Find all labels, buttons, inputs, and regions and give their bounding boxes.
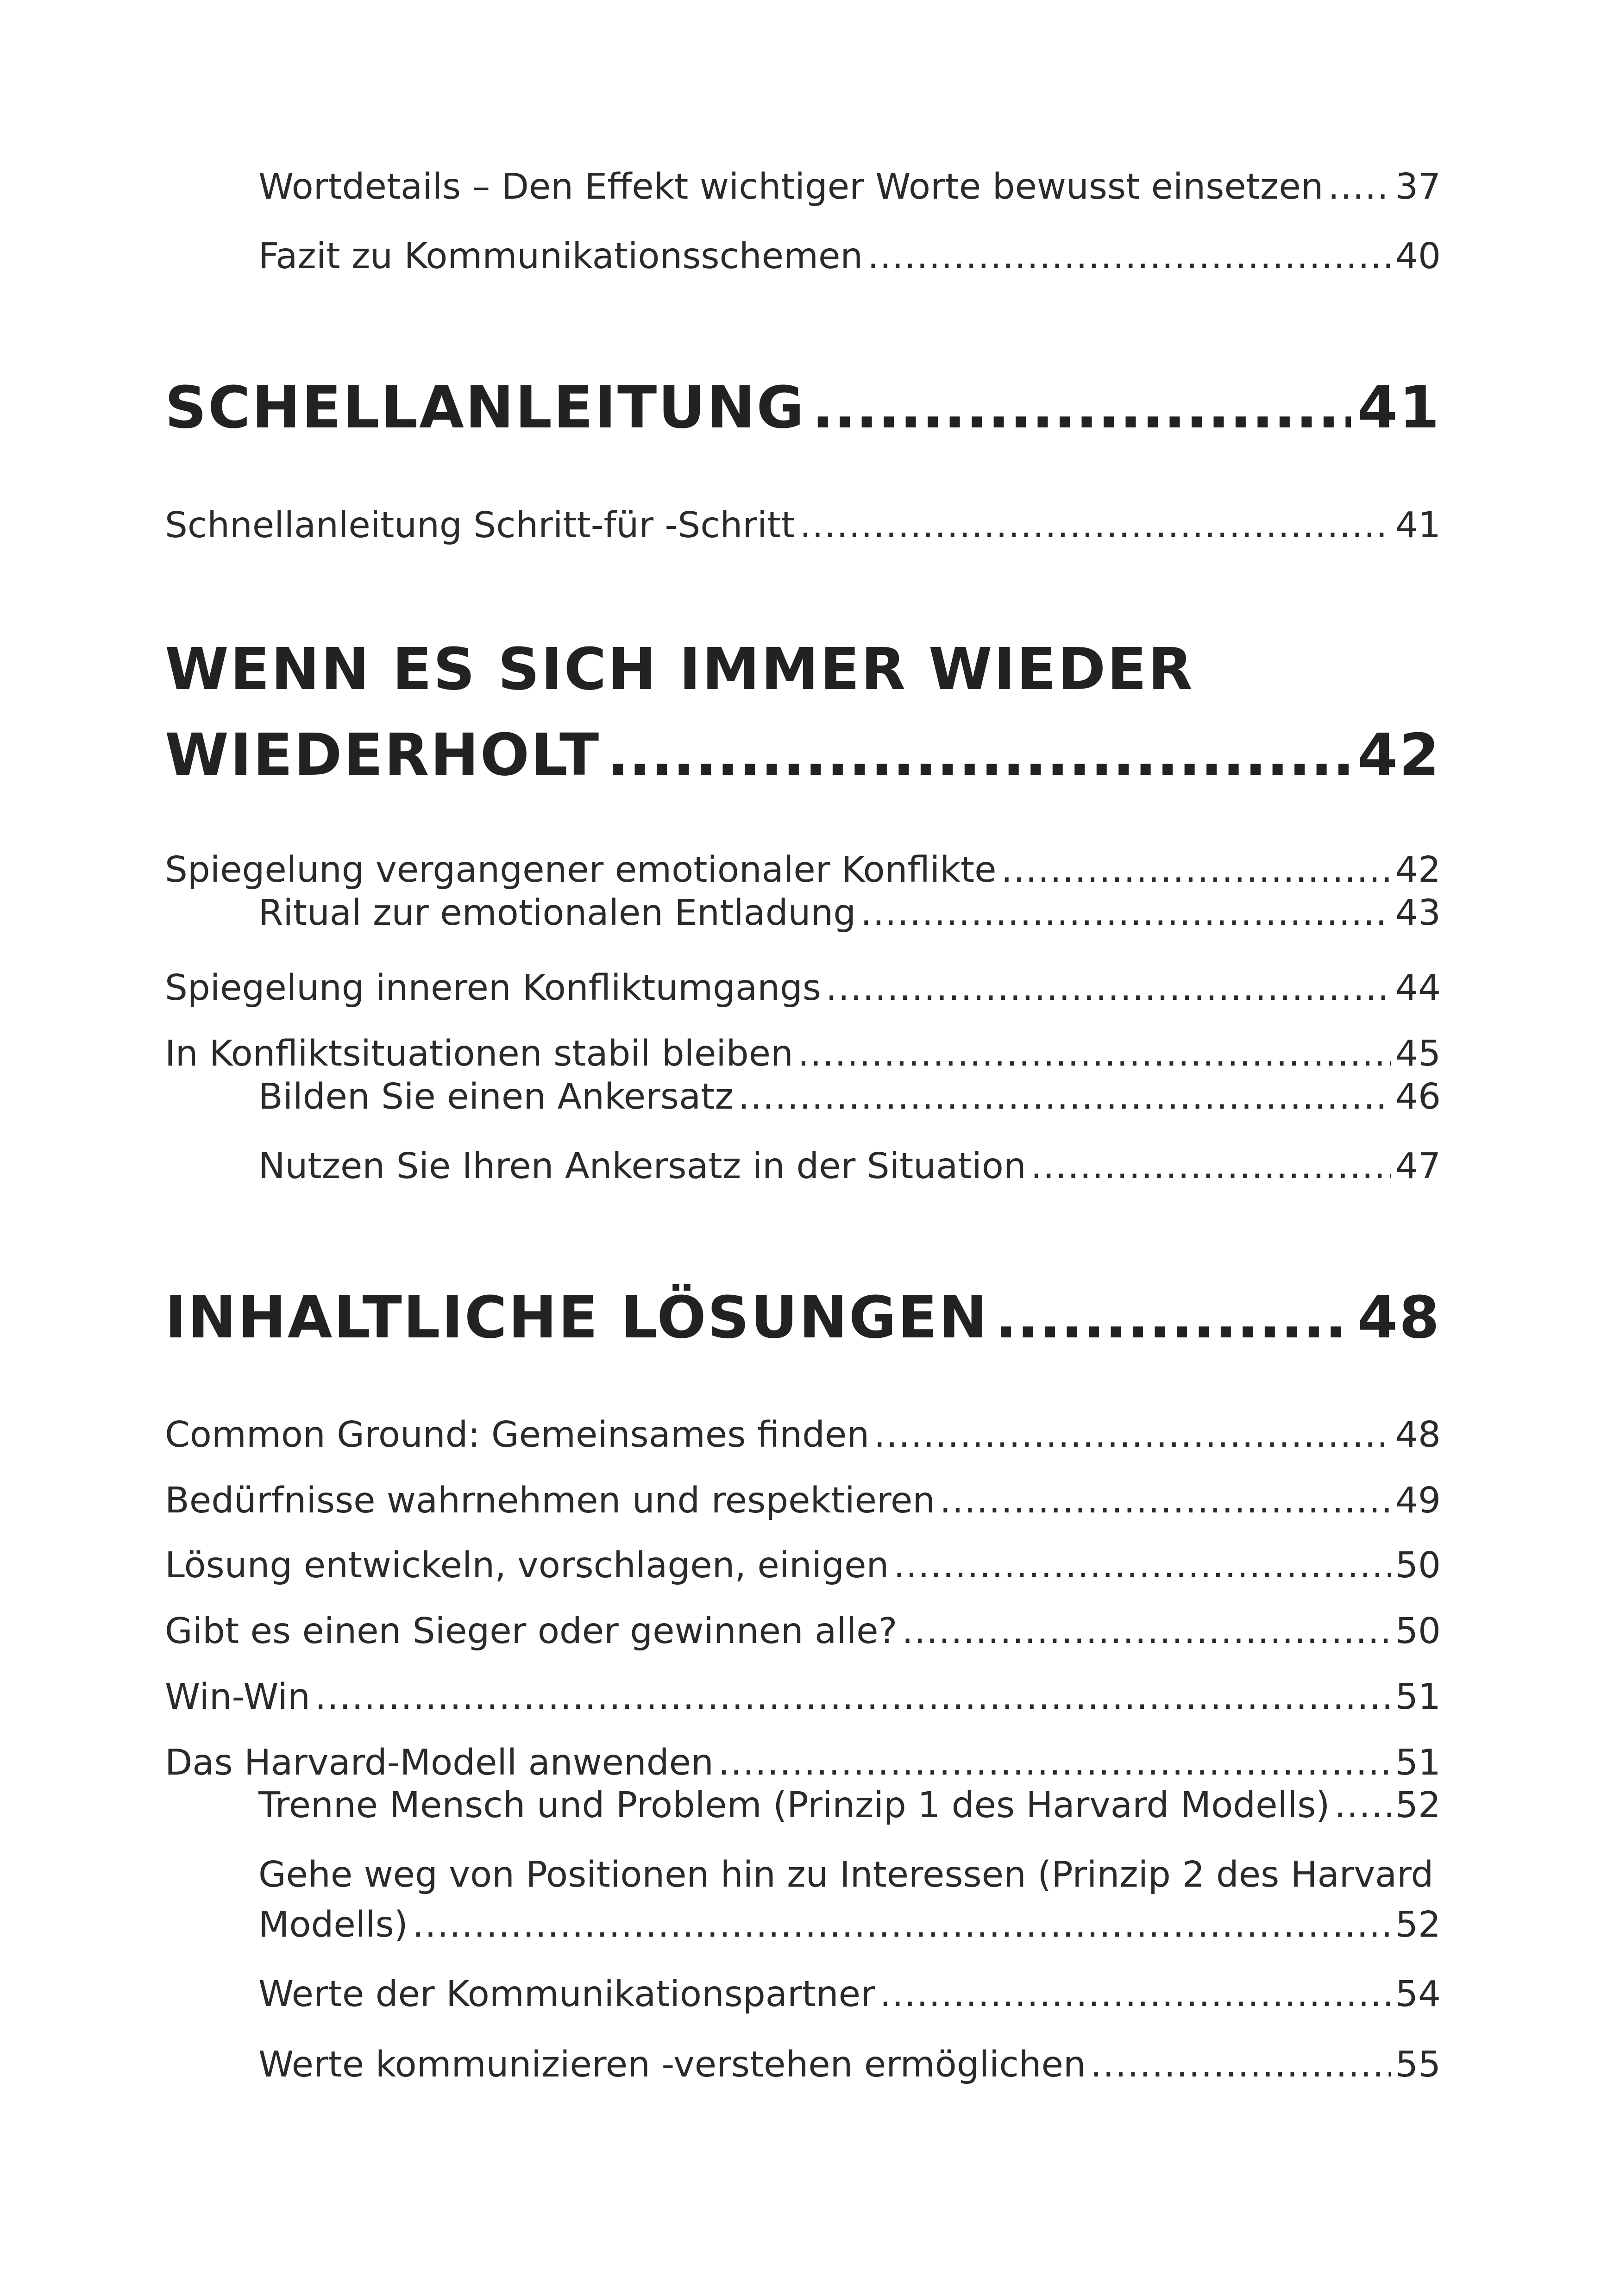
- toc-entry-page: 49: [1395, 1480, 1441, 1521]
- toc-entry[interactable]: [258, 1146, 1441, 1187]
- toc-entry-title: Wortdetails – Den Effekt wichtiger Worte bewusst einsetzen: [258, 166, 1324, 207]
- toc-entry-title: Lösung entwickeln, vorschlagen, einigen: [165, 1545, 889, 1586]
- toc-entry-page: 50: [1395, 1545, 1441, 1586]
- toc-entry-page: 42: [1395, 849, 1441, 891]
- toc-entry-page: 46: [1395, 1076, 1441, 1117]
- chapter-title: SCHELLANLEITUNG: [165, 374, 805, 441]
- toc-entry-page: 55: [1395, 2044, 1441, 2085]
- toc-entry[interactable]: [258, 1904, 1441, 1945]
- dot-leader: [1328, 169, 1391, 205]
- toc-entry[interactable]: [258, 1974, 1441, 2015]
- dot-leader: [413, 1907, 1391, 1943]
- toc-entry-title: Das Harvard-Modell anwenden: [165, 1742, 714, 1783]
- toc-entry-page: 52: [1395, 1904, 1441, 1945]
- toc-entry-page: 54: [1395, 1974, 1441, 2015]
- dot-leader: [607, 726, 1351, 784]
- toc-entry[interactable]: [165, 1742, 1441, 1783]
- toc-entry-page: 52: [1395, 1785, 1441, 1826]
- toc-entry-title: Nutzen Sie Ihren Ankersatz in der Situation: [258, 1146, 1026, 1187]
- toc-entry[interactable]: [258, 892, 1441, 934]
- dot-leader: [1091, 2047, 1391, 2083]
- toc-entry[interactable]: [165, 1414, 1441, 1455]
- dot-leader: [860, 895, 1391, 931]
- toc-entry-page: 47: [1395, 1146, 1441, 1187]
- dot-leader: [800, 508, 1391, 543]
- toc-entry-title: Werte der Kommunikationspartner: [258, 1974, 875, 2015]
- dot-leader: [718, 1745, 1391, 1781]
- toc-entry[interactable]: [165, 1611, 1441, 1652]
- toc-entry[interactable]: [165, 967, 1441, 1009]
- chapter-page: 41: [1357, 374, 1441, 441]
- dot-leader: [798, 1036, 1391, 1072]
- dot-leader: [902, 1613, 1391, 1649]
- toc-entry-title: Bilden Sie einen Ankersatz: [258, 1076, 734, 1117]
- dot-leader: [738, 1079, 1391, 1115]
- toc-entry-title: Win-Win: [165, 1676, 310, 1718]
- toc-entry-page: 51: [1395, 1742, 1441, 1783]
- toc-entry-title: In Konfliktsituationen stabil bleiben: [165, 1033, 793, 1074]
- toc-entry-page: 48: [1395, 1414, 1441, 1455]
- toc-entry-title: Spiegelung inneren Konfliktumgangs: [165, 967, 822, 1009]
- toc-entry[interactable]: [165, 1033, 1441, 1074]
- toc-entry-page: 50: [1395, 1611, 1441, 1652]
- toc-entry[interactable]: [165, 1545, 1441, 1586]
- dot-leader: [940, 1483, 1391, 1518]
- toc-entry-title: Modells): [258, 1904, 408, 1945]
- toc-entry[interactable]: [258, 2044, 1441, 2085]
- toc-entry-title: Gibt es einen Sieger oder gewinnen alle?: [165, 1611, 898, 1652]
- toc-entry-title: Spiegelung vergangener emotionaler Konflikte: [165, 849, 997, 891]
- toc-entry-page: 44: [1395, 967, 1441, 1009]
- toc-entry[interactable]: [258, 166, 1441, 207]
- toc-entry[interactable]: [165, 1480, 1441, 1521]
- dot-leader: [867, 238, 1391, 274]
- toc-entry-title: Trenne Mensch und Problem (Prinzip 1 des Harvard Modells): [258, 1785, 1330, 1826]
- chapter-title-line1: WENN ES SICH IMMER WIEDER: [165, 636, 1194, 703]
- toc-entry-wrapped-line1[interactable]: Gehe weg von Positionen hin zu Interessen (Prinzip 2 des Harvard: [258, 1854, 1434, 1895]
- dot-leader: [893, 1548, 1391, 1583]
- toc-entry-title: Werte kommunizieren -verstehen ermöglichen: [258, 2044, 1086, 2085]
- toc-entry-page: 37: [1395, 166, 1441, 207]
- toc-entry-title: Common Ground: Gemeinsames finden: [165, 1414, 870, 1455]
- toc-entry-page: 40: [1395, 236, 1441, 277]
- toc-entry[interactable]: [165, 1676, 1441, 1718]
- toc-entry-page: 43: [1395, 892, 1441, 934]
- toc-entry[interactable]: [258, 1076, 1441, 1117]
- dot-leader: [826, 970, 1391, 1006]
- toc-entry[interactable]: [258, 1785, 1441, 1826]
- chapter-heading[interactable]: [165, 1284, 1441, 1351]
- dot-leader: [880, 1976, 1391, 2012]
- chapter-heading[interactable]: [165, 374, 1441, 441]
- toc-entry-page: 45: [1395, 1033, 1441, 1074]
- chapter-page: 42: [1357, 721, 1441, 789]
- toc-entry-title: Ritual zur emotionalen Entladung: [258, 892, 856, 934]
- toc-entry[interactable]: [165, 505, 1441, 546]
- chapter-heading-continued[interactable]: [165, 721, 1441, 789]
- toc-entry-title: Fazit zu Kommunikationsschemen: [258, 236, 863, 277]
- toc-entry-page: 41: [1395, 505, 1441, 546]
- dot-leader: [1031, 1148, 1391, 1184]
- dot-leader: [315, 1679, 1391, 1715]
- chapter-page: 48: [1357, 1284, 1441, 1351]
- chapter-title: INHALTLICHE LÖSUNGEN: [165, 1284, 989, 1351]
- toc-entry[interactable]: [165, 849, 1441, 891]
- chapter-heading[interactable]: [165, 636, 1441, 703]
- toc-entry-page: 51: [1395, 1676, 1441, 1718]
- dot-leader: [812, 379, 1351, 437]
- toc-entry-title: Schnellanleitung Schritt-für -Schritt: [165, 505, 795, 546]
- dot-leader: [995, 1289, 1351, 1347]
- dot-leader: [1001, 852, 1391, 888]
- toc-entry-title: Bedürfnisse wahrnehmen und respektieren: [165, 1480, 936, 1521]
- toc-entry[interactable]: [258, 236, 1441, 277]
- chapter-title-line2: WIEDERHOLT: [165, 721, 601, 789]
- dot-leader: [1334, 1788, 1391, 1823]
- dot-leader: [874, 1417, 1391, 1453]
